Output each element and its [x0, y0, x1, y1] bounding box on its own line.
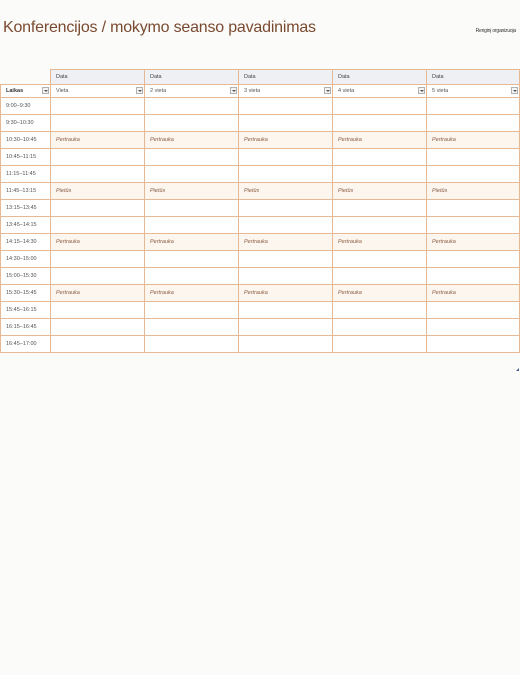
- break-cell[interactable]: Pertrauka: [51, 132, 145, 149]
- time-slot-cell[interactable]: 15:00–15:30: [1, 268, 51, 285]
- time-slot-cell[interactable]: 11:45–13:15: [1, 183, 51, 200]
- time-column-header[interactable]: [1, 85, 51, 98]
- session-cell[interactable]: [333, 302, 427, 319]
- break-cell[interactable]: Pertrauka: [145, 132, 239, 149]
- break-cell[interactable]: Pietūs: [145, 183, 239, 200]
- place-header-cell[interactable]: [145, 85, 239, 98]
- schedule-row: [1, 285, 520, 302]
- time-slot-cell[interactable]: 15:45–16:15: [1, 302, 51, 319]
- session-cell[interactable]: [333, 336, 427, 353]
- date-header-cell[interactable]: Data: [239, 70, 333, 85]
- schedule-row: [1, 200, 520, 217]
- time-slot-cell[interactable]: 14:30–15:00: [1, 251, 51, 268]
- session-cell[interactable]: [51, 302, 145, 319]
- place-label: 3 vieta: [244, 88, 261, 94]
- session-cell[interactable]: [145, 319, 239, 336]
- filter-dropdown-icon[interactable]: [511, 87, 518, 94]
- session-cell[interactable]: [145, 98, 239, 115]
- session-cell[interactable]: [427, 200, 520, 217]
- session-cell[interactable]: [51, 200, 145, 217]
- session-cell[interactable]: [145, 149, 239, 166]
- time-slot-cell[interactable]: 14:15–14:30: [1, 234, 51, 251]
- session-cell[interactable]: [145, 166, 239, 183]
- session-cell[interactable]: [427, 98, 520, 115]
- place-label: Vieta: [56, 88, 69, 94]
- time-slot-cell[interactable]: 10:30–10:45: [1, 132, 51, 149]
- schedule-row: [1, 166, 520, 183]
- filter-dropdown-icon[interactable]: [230, 87, 237, 94]
- session-cell[interactable]: [333, 149, 427, 166]
- time-slot-cell[interactable]: 16:15–16:45: [1, 319, 51, 336]
- break-cell[interactable]: Pertrauka: [239, 285, 333, 302]
- schedule-row: [1, 132, 520, 149]
- break-cell[interactable]: Pertrauka: [239, 234, 333, 251]
- session-cell[interactable]: [239, 268, 333, 285]
- time-slot-cell[interactable]: 11:15–11:45: [1, 166, 51, 183]
- date-header-cell[interactable]: Data: [145, 70, 239, 85]
- break-cell[interactable]: Pietūs: [51, 183, 145, 200]
- place-header-cell[interactable]: [51, 85, 145, 98]
- schedule-row: [1, 251, 520, 268]
- break-cell[interactable]: Pietūs: [333, 183, 427, 200]
- place-header-cell[interactable]: [333, 85, 427, 98]
- break-cell[interactable]: Pertrauka: [333, 132, 427, 149]
- session-cell[interactable]: [239, 217, 333, 234]
- table-resize-handle[interactable]: [516, 368, 519, 371]
- session-cell[interactable]: [239, 98, 333, 115]
- place-header-cell[interactable]: [427, 85, 520, 98]
- break-cell[interactable]: Pertrauka: [51, 234, 145, 251]
- filter-dropdown-icon[interactable]: [418, 87, 425, 94]
- session-cell[interactable]: [51, 217, 145, 234]
- time-slot-cell[interactable]: 9:30–10:30: [1, 115, 51, 132]
- schedule-table: [0, 69, 520, 353]
- break-cell[interactable]: Pietūs: [239, 183, 333, 200]
- session-cell[interactable]: [239, 336, 333, 353]
- session-cell[interactable]: [145, 251, 239, 268]
- session-cell[interactable]: [427, 302, 520, 319]
- filter-dropdown-icon[interactable]: [136, 87, 143, 94]
- session-cell[interactable]: [51, 268, 145, 285]
- place-header-cell[interactable]: [239, 85, 333, 98]
- session-cell[interactable]: [333, 217, 427, 234]
- time-slot-cell[interactable]: 13:15–13:45: [1, 200, 51, 217]
- session-cell[interactable]: [145, 336, 239, 353]
- break-cell[interactable]: Pertrauka: [239, 132, 333, 149]
- break-cell[interactable]: Pertrauka: [145, 234, 239, 251]
- organizer-label: Renginį organizuoja: [475, 28, 516, 34]
- session-cell[interactable]: [333, 268, 427, 285]
- time-slot-cell[interactable]: 13:45–14:15: [1, 217, 51, 234]
- header-corner: [1, 70, 51, 85]
- place-label: 2 vieta: [150, 88, 167, 94]
- session-cell[interactable]: [145, 200, 239, 217]
- session-cell[interactable]: [333, 200, 427, 217]
- schedule-row: [1, 302, 520, 319]
- schedule-row: [1, 183, 520, 200]
- session-cell[interactable]: [145, 302, 239, 319]
- time-column-label: Laikas: [6, 88, 24, 94]
- session-cell[interactable]: [239, 200, 333, 217]
- session-cell[interactable]: [51, 149, 145, 166]
- session-cell[interactable]: [51, 319, 145, 336]
- date-header-cell[interactable]: Data: [427, 70, 520, 85]
- page-title: Konferencijos / mokymo seanso pavadinimas: [3, 19, 316, 36]
- break-cell[interactable]: Pertrauka: [333, 234, 427, 251]
- schedule-row: [1, 98, 520, 115]
- break-cell[interactable]: Pertrauka: [427, 234, 520, 251]
- session-cell[interactable]: [145, 217, 239, 234]
- session-cell[interactable]: [427, 336, 520, 353]
- schedule-row: [1, 149, 520, 166]
- session-cell[interactable]: [145, 115, 239, 132]
- break-cell[interactable]: Pertrauka: [427, 132, 520, 149]
- session-cell[interactable]: [427, 319, 520, 336]
- break-cell[interactable]: Pertrauka: [427, 285, 520, 302]
- schedule-row: [1, 217, 520, 234]
- session-cell[interactable]: [427, 251, 520, 268]
- session-cell[interactable]: [51, 166, 145, 183]
- schedule-row: [1, 115, 520, 132]
- break-cell[interactable]: Pietūs: [427, 183, 520, 200]
- time-slot-cell[interactable]: 16:45–17:00: [1, 336, 51, 353]
- session-cell[interactable]: [51, 98, 145, 115]
- break-cell[interactable]: Pertrauka: [333, 285, 427, 302]
- schedule-row: [1, 336, 520, 353]
- session-cell[interactable]: [51, 115, 145, 132]
- session-cell[interactable]: [427, 149, 520, 166]
- session-cell[interactable]: [333, 115, 427, 132]
- session-cell[interactable]: [333, 251, 427, 268]
- break-cell[interactable]: Pertrauka: [145, 285, 239, 302]
- time-slot-cell[interactable]: 10:45–11:15: [1, 149, 51, 166]
- session-cell[interactable]: [333, 166, 427, 183]
- place-header-row: [1, 85, 520, 98]
- schedule-row: [1, 234, 520, 251]
- time-slot-cell[interactable]: 9:00–9:30: [1, 98, 51, 115]
- session-cell[interactable]: [239, 115, 333, 132]
- place-label: 5 vieta: [432, 88, 449, 94]
- filter-dropdown-icon[interactable]: [42, 87, 49, 94]
- session-cell[interactable]: [145, 268, 239, 285]
- session-cell[interactable]: [333, 98, 427, 115]
- session-cell[interactable]: [239, 251, 333, 268]
- session-cell[interactable]: [239, 302, 333, 319]
- session-cell[interactable]: [427, 166, 520, 183]
- session-cell[interactable]: [239, 166, 333, 183]
- time-slot-cell[interactable]: 15:30–15:45: [1, 285, 51, 302]
- session-cell[interactable]: [51, 251, 145, 268]
- session-cell[interactable]: [427, 217, 520, 234]
- date-header-cell[interactable]: Data: [333, 70, 427, 85]
- date-header-cell[interactable]: Data: [51, 70, 145, 85]
- date-header-row: [1, 70, 520, 85]
- schedule-row: [1, 319, 520, 336]
- session-cell[interactable]: [239, 149, 333, 166]
- break-cell[interactable]: Pertrauka: [51, 285, 145, 302]
- filter-dropdown-icon[interactable]: [324, 87, 331, 94]
- schedule-row: [1, 268, 520, 285]
- session-cell[interactable]: [427, 115, 520, 132]
- session-cell[interactable]: [427, 268, 520, 285]
- session-cell[interactable]: [51, 336, 145, 353]
- session-cell[interactable]: [239, 319, 333, 336]
- session-cell[interactable]: [333, 319, 427, 336]
- place-label: 4 vieta: [338, 88, 355, 94]
